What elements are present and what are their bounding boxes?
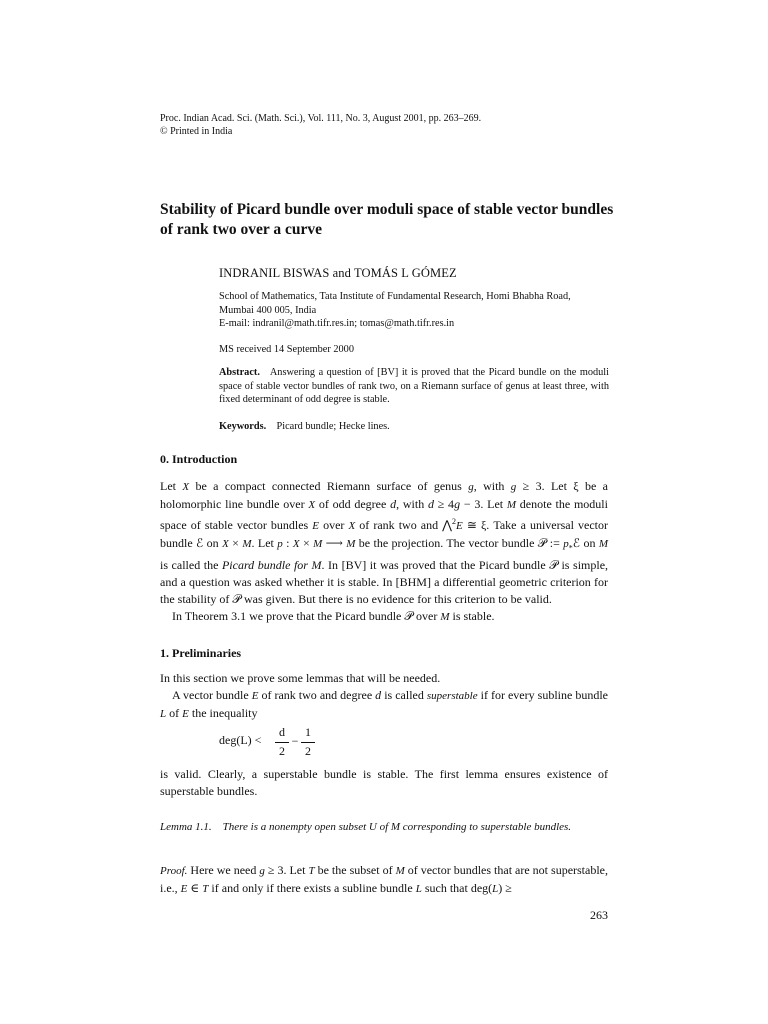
equation-lhs: deg(L) <: [219, 733, 262, 747]
fraction-d-numerator: d: [279, 725, 285, 739]
fraction-bar-2: [301, 742, 315, 743]
keywords-label: Keywords.: [219, 421, 267, 432]
fraction-bar-1: [275, 742, 289, 743]
introduction-body: [160, 478, 608, 626]
affiliation: [219, 290, 619, 331]
preliminaries-paragraph-2: A vector bundle E of rank two and degree d is called superstable if for every subline bundle L of E the inequality: [160, 687, 608, 720]
authors: INDRANIL BISWAS and TOMÁS L GÓMEZ: [219, 266, 457, 280]
keywords: [219, 421, 390, 432]
author-emails: E-mail: indranil@math.tifr.res.in; tomas@math.tifr.res.in: [219, 318, 455, 329]
fraction-one-denominator: 2: [305, 744, 311, 758]
abstract-text: Answering a question of [BV] it is proved that the Picard bundle on the moduli space of stable vector bundles of rank two, on a Riemann surface of genus at least three, with fixed determinant of odd degree is stable.: [219, 367, 609, 405]
superstable-inequality: [219, 733, 261, 748]
minus-sign: −: [291, 734, 299, 748]
abstract: [219, 366, 609, 407]
printed-in-india: © Printed in India: [160, 126, 233, 137]
lemma-statement: There is a nonempty open subset U of M corresponding to superstable bundles.: [222, 821, 572, 833]
affiliation-line-2: Mumbai 400 005, India: [219, 304, 317, 316]
introduction-paragraph-2: In Theorem 3.1 we prove that the Picard bundle 𝒫 over M is stable.: [172, 608, 495, 623]
lemma-label: Lemma 1.1.: [160, 821, 212, 833]
section-heading-preliminaries: 1. Preliminaries: [160, 646, 242, 660]
lemma-proof: Proof. Here we need g ≥ 3. Let T be the subset of M of vector bundles that are not superstable, i.e., E ∈ T if and only if there exists a subline bundle L such that deg(L) ≥: [160, 863, 609, 895]
introduction-paragraph-1: Let X be a compact connected Riemann surface of genus g, with g ≥ 3. Let ξ be a holomorphic line bundle over X of odd degree d, with d ≥ 4g − 3. Let M denote the moduli space of stable vector bundles E over X of rank two and ⋀$^2$E ≅ ξ. Take a universal vector bundle ℰ on X × M. Let p : X × M ⟶ M be the projection. The vector bundle 𝒫 := $p_*ℰ$ on M is called the Picard bundle for M. In [BV] it was proved that the Picard bundle 𝒫 is simple, and a question was asked whether it is stable. In [BHM] a differential geometric criterion for the stability of 𝒫 was given. But there is no evidence for this criterion to be valid.: [160, 479, 609, 606]
section-heading-introduction: 0. Introduction: [160, 452, 238, 466]
fraction-d-denominator: 2: [279, 744, 285, 758]
keywords-text: Picard bundle; Hecke lines.: [276, 421, 390, 432]
preliminaries-paragraph-1: In this section we prove some lemmas that will be needed.: [160, 671, 441, 685]
affiliation-line-1: School of Mathematics, Tata Institute of Fundamental Research, Homi Bhabha Road,: [219, 291, 571, 302]
fraction-one-numerator: 1: [305, 725, 311, 739]
journal-citation: Proc. Indian Acad. Sci. (Math. Sci.), Vol. 111, No. 3, August 2001, pp. 263–269.: [160, 113, 482, 124]
preliminaries-paragraph-3: is valid. Clearly, a superstable bundle is stable. The first lemma ensures existence of superstable bundles.: [160, 767, 608, 798]
page-number: 263: [590, 908, 608, 922]
paper-title: Stability of Picard bundle over moduli space of stable vector bundles of rank two over a curve: [160, 201, 614, 238]
lemma-1-1: [160, 818, 608, 836]
abstract-label: Abstract.: [219, 367, 260, 378]
preliminaries-body: [160, 670, 608, 723]
journal-header: [160, 112, 481, 138]
received-date: MS received 14 September 2000: [219, 344, 354, 355]
